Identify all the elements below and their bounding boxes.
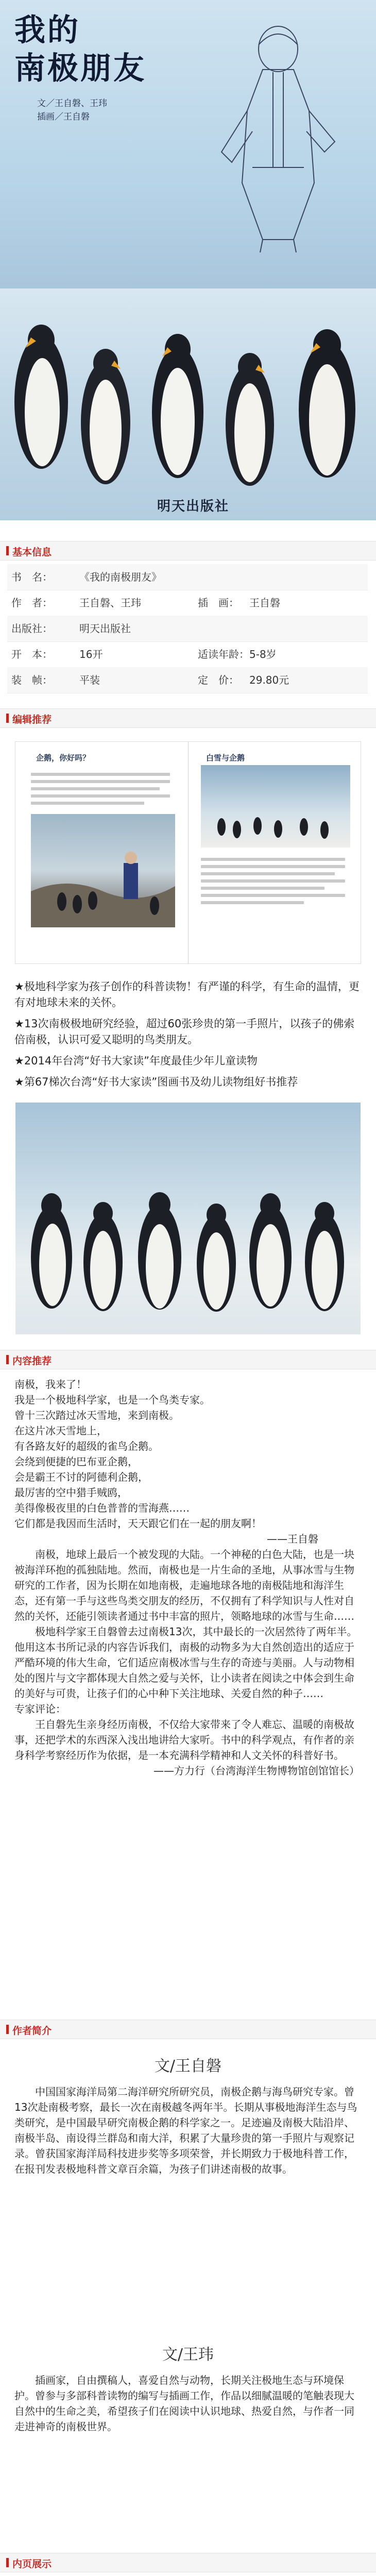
intro-signature: ——王自磐 — [267, 1533, 318, 1545]
text-line — [31, 794, 170, 798]
info-illustrator-value: 王自磐 — [249, 597, 280, 609]
text-line — [201, 858, 345, 861]
recommend-point: ★2014年台湾“好书大家读”年度最佳少年儿童读物 — [14, 1055, 258, 1067]
info-row-author — [7, 590, 368, 616]
text-line — [31, 773, 170, 776]
text-line — [31, 780, 170, 783]
sample-spread-1 — [15, 742, 361, 963]
intro-line: 专家评论： — [14, 1703, 66, 1715]
recommend-point: ★第67梯次台湾“好书大家读”图画书及幼儿读物组好书推荐 — [14, 1076, 298, 1088]
text-line — [201, 872, 335, 875]
section-title: 作者简介 — [12, 2025, 52, 2037]
section-header-preview — [0, 2553, 376, 2572]
cover-authors-line1: 文／王自磐、王玮 — [37, 98, 107, 109]
author-bio-2 — [14, 2372, 360, 2434]
intro-line: 会绕到便捷的巴布亚企鹅， — [14, 1455, 138, 1468]
info-title-value: 《我的南极朋友》 — [79, 571, 162, 583]
info-publisher-label: 出版社： — [11, 622, 53, 635]
info-illustrator-label: 插 画： — [198, 597, 239, 609]
intro-line: 曾十三次踏过冰天雪地，来到南极。 — [14, 1409, 179, 1421]
researcher-sketch — [196, 13, 361, 255]
author-bio-1 — [14, 2084, 360, 2177]
info-title-label: 书 名： — [11, 571, 53, 583]
intro-text — [14, 1377, 360, 1778]
intro-line: 美得像极夜里的白色普普的雪海燕…… — [14, 1502, 190, 1514]
cover-title — [14, 11, 146, 88]
section-title: 基本信息 — [12, 547, 52, 558]
info-format-label: 开 本： — [11, 648, 53, 660]
cover-authors — [37, 97, 107, 124]
text-line — [201, 887, 324, 890]
intro-line: 有各路友好的超级的雀鸟企鹅。 — [14, 1440, 159, 1452]
info-age-label: 适读年龄： — [198, 648, 249, 660]
cover-penguin-1 — [10, 309, 72, 474]
intro-line: 最厉害的空中猎手贼鸥， — [14, 1486, 128, 1499]
section-header-recommend — [0, 708, 376, 728]
author-bio-2-text: 插画家，自由撰稿人，喜爱自然与动物，长期关注极地生态与环境保护。曾参与多部科普读物的编写与插画工作，作品以细腻温暖的笔触表现大自然中的生命之美，希望孩子们在阅读中认识地球、热爱自然，与作者一同走进神奇的南极世界。 — [14, 2374, 354, 2433]
section-marker — [6, 546, 9, 555]
intro-line: 我是一个极地科学家，也是一个鸟类专家。 — [14, 1394, 210, 1406]
penguin-group-art — [15, 1103, 361, 1334]
text-line — [201, 901, 304, 904]
info-binding-value: 平装 — [79, 674, 100, 686]
info-price-value: 29.80元 — [249, 674, 289, 686]
spread1-photo-colony — [201, 765, 350, 848]
info-author-value: 王自磐、王玮 — [79, 597, 141, 609]
info-binding-label: 装 帧： — [11, 674, 53, 686]
text-line — [31, 787, 160, 790]
spread1-left-heading: 企鹅，你好吗？ — [36, 753, 91, 762]
info-row-binding — [7, 667, 368, 693]
recommend-penguin-photo — [15, 1103, 361, 1334]
author-name-2: 文/王玮 — [162, 2346, 214, 2364]
info-age-value: 5-8岁 — [249, 648, 277, 660]
info-publisher-value: 明天出版社 — [79, 622, 131, 635]
section-marker — [6, 714, 9, 723]
info-price-label: 定 价： — [198, 674, 239, 686]
intro-paragraph: 南极，地球上最后一个被发现的大陆。一个神秘的白色大陆，也是一块被海洋环抱的孤独陆地。然而，南极也是一片生命的圣地，从事冰雪与生物研究的工作者，因为长期在如地南极，走遍地球各地的南极陆地和海洋生态，还有第一手与这些鸟类交朋友的经历，不仅拥有了科学知识与人性对自然的关怀，还能引领读者通过书中丰富的照片，领略地球的冰雪与生命…… — [14, 1548, 354, 1622]
book-cover — [0, 0, 376, 520]
intro-line: 它们都是我因而生活时，天天跟它们在一起的朋友啊！ — [14, 1517, 262, 1530]
author-name-1: 文/王自磐 — [154, 2057, 222, 2075]
colony-photo-art — [201, 765, 350, 848]
section-marker — [6, 2025, 9, 2034]
section-marker — [6, 1355, 9, 1364]
text-line — [31, 802, 144, 805]
intro-line: 南极，我来了！ — [14, 1378, 87, 1391]
recommend-points — [14, 979, 360, 1090]
cover-penguin-4 — [221, 340, 278, 489]
researcher-photo-art — [31, 814, 175, 927]
intro-line: 会是霸王不讨的阿德利企鹅， — [14, 1471, 148, 1483]
spread1-photo-researcher — [31, 814, 175, 927]
cover-publisher: 明天出版社 — [157, 499, 230, 514]
intro-line: 在这片冰天雪地上， — [14, 1425, 107, 1437]
section-title: 内容推荐 — [12, 1355, 52, 1367]
section-header-basic-info — [0, 541, 376, 561]
intro-paragraph: 王自磐先生亲身经历南极，不仅给大家带来了令人难忘、温暖的南极故事，还把学术的东西深入浅出地讲给大家听。书中的科学观点，有作者的亲身科学考察经历作为依据，是一本充满科学精神和人文关怀的科普好书。 — [14, 1718, 354, 1761]
cover-penguin-3 — [147, 319, 209, 484]
text-line — [201, 894, 345, 897]
recommend-point: ★13次南极极地研究经验，超过60张珍贵的第一手照片，以孩子的佛索倍南极，认识可爱又聪明的鸟类朋友。 — [14, 1018, 355, 1046]
spread-gutter — [188, 742, 189, 963]
section-title: 编辑推荐 — [12, 714, 52, 725]
text-line — [201, 879, 345, 883]
section-header-intro — [0, 1350, 376, 1369]
cover-penguin-2 — [77, 335, 134, 489]
info-row-publisher — [7, 616, 368, 642]
author-bio-1-text: 中国国家海洋局第二海洋研究所研究员，南极企鹅与海鸟研究专家。曾13次赴南极考察，最长一次在南极越冬两年半。长期从事极地海洋生态与鸟类研究，是中国最早研究南极企鹅的科学家之一。足迹遍及南极大陆沿岸、南极半岛、南设得兰群岛和南大洋，积累了大量珍贵的第一手照片与观察记录。曾获国家海洋局科技进步奖等多项荣誉，并长期致力于极地科普工作，在报刊发表极地科普文章百余篇，为孩子们讲述南极的故事。 — [14, 2086, 357, 2175]
info-row-format — [7, 641, 368, 668]
info-author-label: 作 者： — [11, 597, 53, 609]
cover-penguin-5 — [294, 314, 361, 484]
info-format-value: 16开 — [79, 648, 103, 660]
section-header-author — [0, 2020, 376, 2039]
cover-title-line1: 我的 — [14, 12, 80, 48]
info-row-title — [7, 564, 368, 590]
intro-paragraph: 极地科学家王自磐曾去过南极13次，其中最长的一次居然待了两年半。他用这本书所记录的内容告诉我们，南极的动物多为大自然创造出的适应于严酷环境的伟大生命，它们适应南极冰雪与生存的奇迹与美丽。人与动物相处的图片与文字都体现大自然之爱与关怀，让小读者在阅读之中体会到生命的美好与可贵，让孩子们的心中种下关注地球、关爱自然的种子…… — [14, 1625, 357, 1700]
recommend-point: ★极地科学家为孩子创作的科普读物！有严谨的科学，有生命的温情，更有对地球未来的关怀。 — [14, 980, 360, 1009]
spread1-right-heading: 白雪与企鹅 — [206, 753, 245, 762]
text-line — [201, 865, 345, 868]
section-marker — [6, 2558, 9, 2567]
cover-title-line2: 南极朋友 — [14, 50, 146, 87]
section-title: 内页展示 — [12, 2558, 52, 2570]
intro-signature: ——方力行（台湾海洋生物博物馆创馆馆长） — [153, 1765, 360, 1777]
cover-authors-line2: 插画／王自磐 — [37, 112, 90, 122]
